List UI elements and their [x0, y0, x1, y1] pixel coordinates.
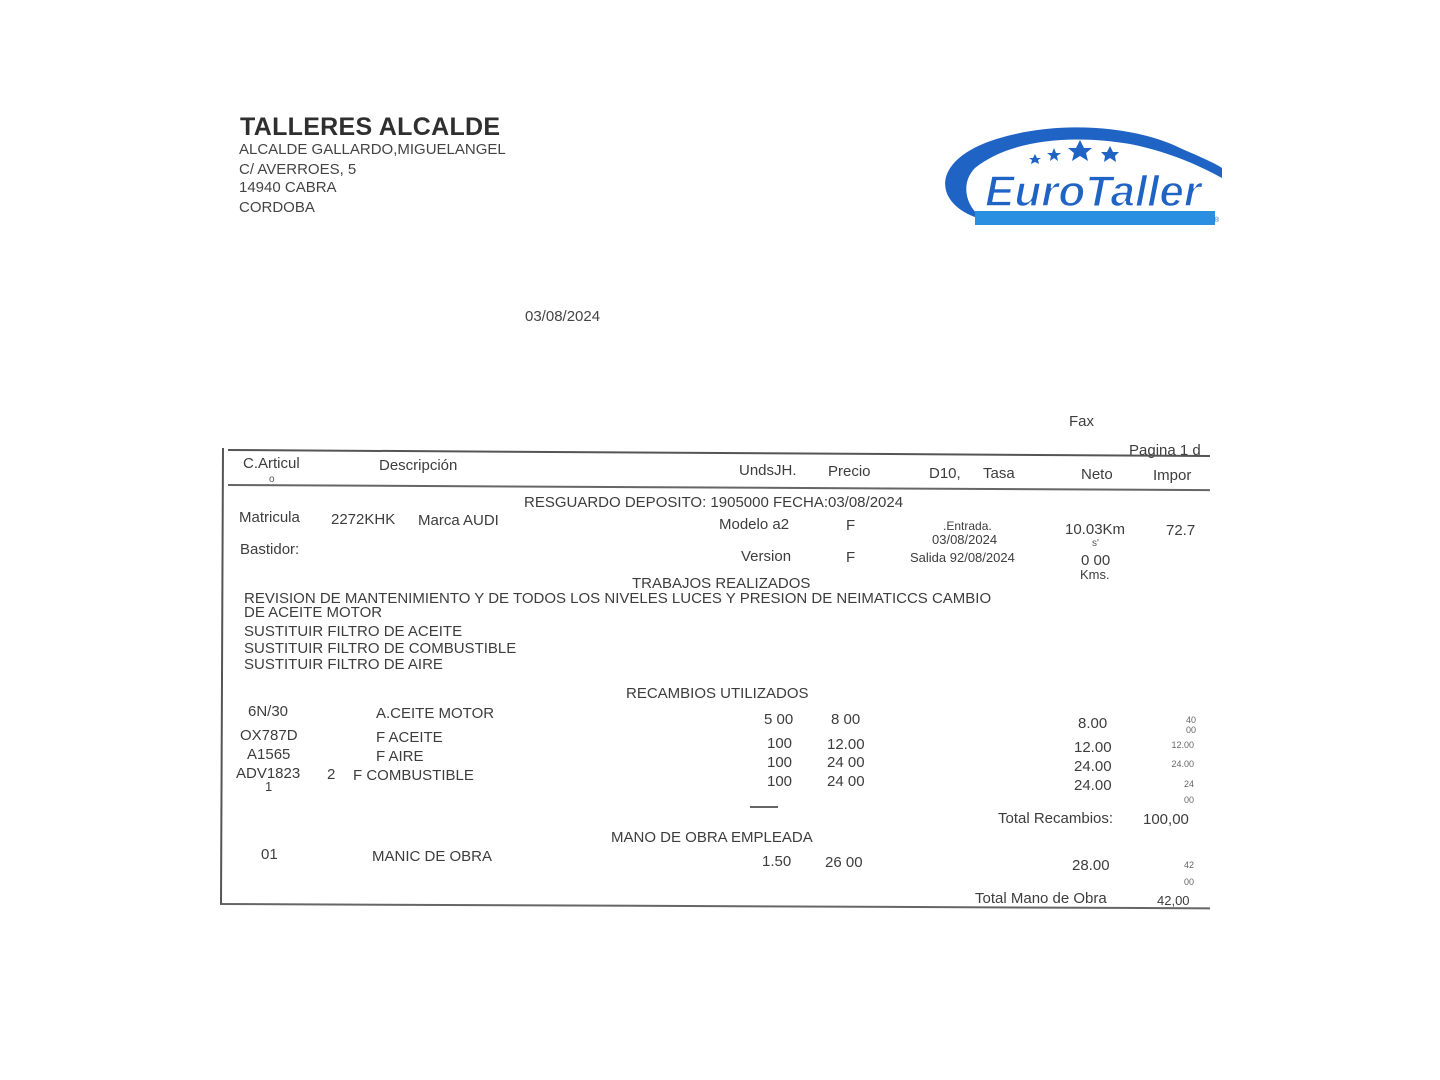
part-code: 6N/30	[248, 703, 289, 720]
col-rate: Tasa	[983, 465, 1015, 482]
parts-title: RECAMBIOS UTILIZADOS	[626, 685, 809, 702]
part-desc: F AIRE	[376, 748, 424, 765]
works-title: TRABAJOS REALIZADOS	[632, 575, 811, 592]
deposit-label: RESGUARDO DEPOSITO: 1905000 FECHA:03/08/2024	[524, 494, 904, 511]
col-price: Precio	[828, 463, 871, 480]
part-amount: 40	[1185, 715, 1196, 725]
part-units: 5 00	[764, 711, 794, 728]
km-out-unit: Kms.	[1080, 567, 1110, 582]
km-in-unit: s'	[1092, 538, 1099, 549]
part-price: 8 00	[831, 711, 861, 728]
works-line: DE ACEITE MOTOR	[244, 604, 383, 621]
part-desc: A.CEITE MOTOR	[376, 705, 495, 722]
col-code: C.Articul	[243, 455, 300, 472]
fax-label: Fax	[1069, 413, 1095, 430]
part-desc: F COMBUSTIBLE	[353, 767, 474, 784]
works-line: SUSTITUIR FILTRO DE ACEITE	[244, 623, 463, 640]
col-description: Descripción	[379, 457, 458, 474]
part-amount: 24	[1183, 779, 1194, 789]
document-date: 03/08/2024	[525, 308, 601, 325]
labor-units: 1.50	[762, 853, 792, 870]
labor-code: 01	[261, 846, 278, 863]
company-name: TALLERES ALCALDE	[240, 113, 501, 141]
part-units: 100	[767, 735, 793, 752]
part-code-cont: 1	[265, 779, 273, 794]
vin-label: Bastidor:	[240, 541, 300, 558]
eurotaller-logo	[930, 118, 1225, 233]
entry-label: .Entrada.	[943, 519, 992, 533]
labor-amount: 42	[1183, 860, 1194, 870]
part-amount-cents: 00	[1183, 795, 1194, 805]
part-code: OX787D	[240, 727, 298, 744]
part-net: 24.00	[1074, 758, 1112, 775]
model-flag: F	[846, 517, 856, 534]
part-amount: 12.00	[1171, 740, 1194, 750]
part-amount-cents: 00	[1185, 725, 1196, 735]
part-price: 24 00	[827, 773, 865, 790]
plate-label: Matricula	[239, 509, 300, 526]
company-owner: ALCALDE GALLARDO,MIGUELANGEL	[239, 141, 506, 158]
part-net: 24.00	[1074, 777, 1112, 794]
logo-text: EuroTaller	[985, 167, 1201, 216]
part-code: A1565	[247, 746, 291, 763]
company-street: C/ AVERROES, 5	[239, 161, 357, 178]
part-price: 24 00	[827, 754, 865, 771]
entry-date: 03/08/2024	[932, 532, 998, 547]
part-net: 12.00	[1074, 739, 1112, 756]
svg-text:®: ®	[1214, 217, 1220, 224]
km-in: 10.03Km	[1065, 521, 1126, 538]
part-desc: F ACEITE	[376, 729, 443, 746]
labor-desc: MANIC DE OBRA	[372, 848, 493, 865]
subtotal-separator	[750, 806, 778, 808]
part-units: 100	[767, 754, 793, 771]
parts-total: 100,00	[1143, 811, 1189, 828]
labor-total: 42,00	[1157, 893, 1190, 908]
part-units: 100	[767, 773, 793, 790]
works-line: REVISION DE MANTENIMIENTO Y DE TODOS LOS NIVELES LUCES Y PRESION DE NEIMATICCS CAMBIO	[244, 590, 992, 607]
col-discount: D10,	[929, 465, 961, 482]
col-code-cont: o	[269, 474, 275, 485]
col-amount: Impor	[1153, 467, 1192, 484]
labor-total-label: Total Mano de Obra	[975, 890, 1107, 907]
brand-value: Marca AUDI	[418, 512, 499, 529]
works-line: SUSTITUIR FILTRO DE AIRE	[244, 656, 443, 673]
page-label: Pagina 1 d	[1129, 442, 1201, 459]
works-line: SUSTITUIR FILTRO DE COMBUSTIBLE	[244, 640, 517, 657]
part-qty: 2	[327, 766, 336, 783]
part-amount: 24.00	[1171, 759, 1194, 769]
plate-value: 2272KHK	[331, 511, 396, 528]
company-city: 14940 CABRA	[239, 179, 337, 196]
part-net: 8.00	[1078, 715, 1108, 732]
labor-net: 28.00	[1072, 857, 1110, 874]
version-label: Version	[741, 548, 792, 565]
exit-date: Salida 92/08/2024	[910, 550, 1015, 565]
labor-price: 26 00	[825, 854, 863, 871]
labor-title: MANO DE OBRA EMPLEADA	[611, 829, 813, 846]
part-code: ADV1823	[236, 765, 301, 782]
model-value: Modelo a2	[719, 516, 790, 533]
labor-amount-cents: 00	[1183, 877, 1194, 887]
col-net: Neto	[1081, 466, 1113, 483]
company-province: CORDOBA	[239, 199, 315, 216]
km-out: 0 00	[1081, 552, 1111, 569]
version-flag: F	[846, 549, 856, 566]
part-price: 12.00	[827, 736, 865, 753]
parts-total-label: Total Recambios:	[998, 810, 1114, 827]
col-units: UndsJH.	[739, 462, 797, 479]
vehicle-value: 72.7	[1166, 522, 1196, 539]
